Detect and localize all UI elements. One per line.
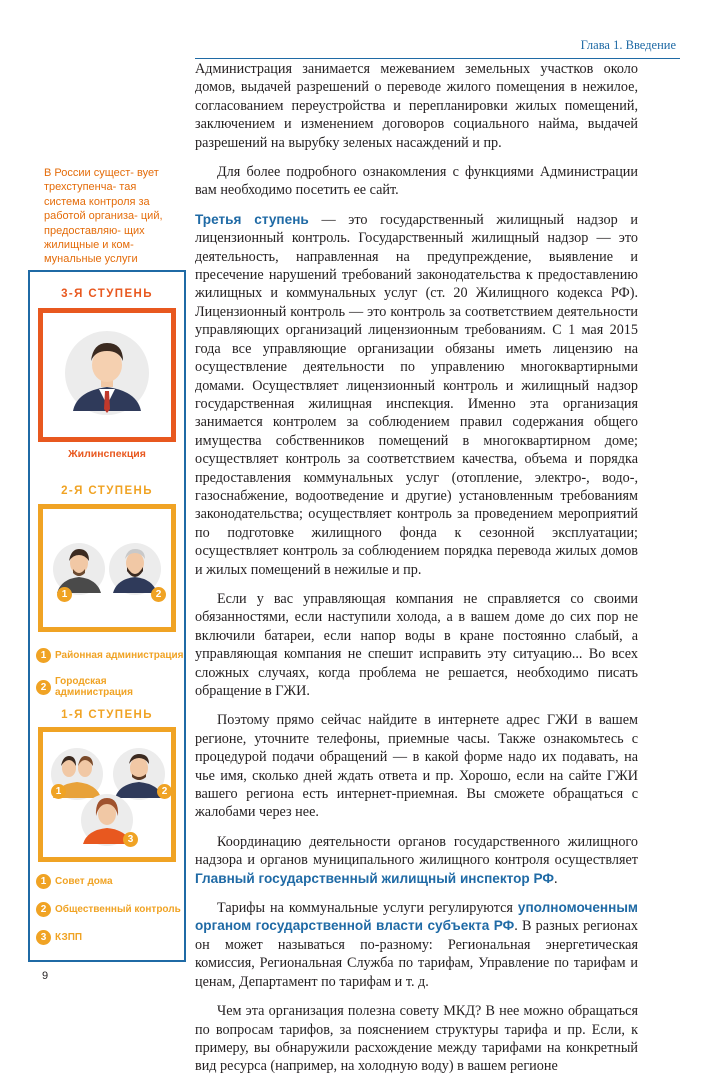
step2-title: 2-Я СТУПЕНЬ <box>61 485 153 497</box>
step2-marker-2: 2 <box>151 587 166 602</box>
chapter-header: Глава 1. Введение <box>580 38 676 52</box>
control-levels-diagram <box>28 270 186 962</box>
inspector-icon <box>43 313 171 437</box>
third-step-text: — это государственный жилищный надзор и лицензионный контроль. Государственный жилищный надзор — это деятельность, направленная на предупреждение, выявление и пресечение нарушений требований законодательства к предоставлению жилищных и коммунальных услуг (ст. 20 Жилищного кодекса РФ). Лицензионный контроль — это контроль за соответствием деятельности управляющих организаций лицензионным требованиям. С 1 мая 2015 года все управляющие организации обязаны иметь лицензию на осуществление деятельности по управлению многоквартирными домами. Осуществляет лицензионный контроль и жилищный надзор государственная жилищная инспекция. Именно эта организация занимается контролем за соблюдением правил содержания общего имущества собственников помещений в многоквартирном доме; осуществляет контроль за соответствием качества, объема и порядка предоставления коммунальных услуг (отопление, электро-, водо-, газоснабжение, водоотведение и другие) установленным требованиям законодательства; осуществляет контроль за проведением мероприятий по подготовке жилищного фонда к сезонной эксплуатации; осуществляет контроль за соблюдением порядка перевода жилых домов и жилых помещений в нежилые и пр. <box>195 211 638 578</box>
paragraph-council-benefit: Чем эта организация полезна совету МКД? В нее можно обращаться по вопросам тарифов, за пояснением структуры тарифа и пр. Если, к примеру, вы обнаружили расхождение между тарифами на конкретный вид ресурса (например, на холодную воду) в вашем регионе <box>195 1003 638 1075</box>
third-step-term: Третья ступень <box>195 211 309 227</box>
legend-label: Совет дома <box>55 876 113 887</box>
page-number: 9 <box>42 970 49 982</box>
tariffs-text: Тарифы на коммунальные услуги регулируются <box>217 900 518 917</box>
step1-title: 1-Я СТУПЕНЬ <box>61 709 153 721</box>
administration-officials-icon <box>43 509 171 627</box>
legend-number: 2 <box>36 902 51 917</box>
legend-number: 3 <box>36 930 51 945</box>
chief-inspector-term: Главный государственный жилищный инспектор РФ <box>195 870 554 886</box>
step3-box <box>38 308 176 442</box>
paragraph-find-gzhi: Поэтому прямо сейчас найдите в интернете адрес ГЖИ в вашем регионе, уточните телефоны, приемные часы. Также ознакомьтесь с процедурой подачи обращений — в какой форме надо их подавать, на чье имя, сколько дней ждать ответа и пр. Хорошо, если на сайте ГЖИ вашего региона есть интернет-приемная. Вы сможете обращаться с жалобами через нее. <box>195 712 638 821</box>
paragraph-tariffs <box>195 899 638 991</box>
tariffs-end: . В разных регионах он может называться по-разному: Региональная энергетическая комиссия, Региональная Служба по тарифам, Управление по тарифам и ценам, Департамент по тарифам и т. д. <box>195 918 638 990</box>
legend-number: 1 <box>36 648 51 663</box>
tariff-authority-term: уполномоченным органом государственной власти субъекта РФ <box>195 900 638 934</box>
step1-marker-2: 2 <box>157 784 172 799</box>
step1-box <box>38 727 176 862</box>
step2-legend-1 <box>36 648 184 663</box>
paragraph-coordination <box>195 833 638 888</box>
coordination-end: . <box>554 870 558 887</box>
sidebar-note: В России сущест- вует трехступенча- тая система контроля за работой организа- ций, предоставляю- щих жилищные и ком- мунальные услуги <box>44 167 163 266</box>
paragraph-third-step <box>195 211 638 579</box>
step1-legend-1 <box>36 874 113 889</box>
paragraph-website: Для более подробного ознакомления с функциями Администрации вам необходимо посетить ее сайт. <box>195 164 638 199</box>
legend-label: КЗПП <box>55 932 83 943</box>
step1-marker-3: 3 <box>123 832 138 847</box>
paragraph-complaints: Если у вас управляющая компания не справляется со своими обязанностями, если наступили холода, а в вашем доме до сих пор не включили батареи, если напор воды в кране постоянно слабый, а управляющая компания не спешит исправить эту ситуацию... Во всех сложных случаях, когда проблема не решается, необходимо писать обращение в ГЖИ. <box>195 590 638 699</box>
step2-box <box>38 504 176 632</box>
step1-marker-1: 1 <box>51 784 66 799</box>
legend-number: 1 <box>36 874 51 889</box>
step1-legend-2 <box>36 902 181 917</box>
legend-label: Районная администрация <box>55 650 184 661</box>
step2-legend-2 <box>36 676 184 698</box>
legend-number: 2 <box>36 680 51 695</box>
legend-label: Городская администрация <box>55 676 133 698</box>
step3-title: 3-Я СТУПЕНЬ <box>61 288 153 300</box>
step1-legend-3 <box>36 930 82 945</box>
step2-marker-1: 1 <box>57 587 72 602</box>
paragraph-administration: Администрация занимается межеванием земельных участков около домов, выдачей разрешений о переводе жилого помещения в нежилое, согласованием переустройства и перепланировки жилых помещений, заключением и изменением договоров социального найма, выдачей разрешений на вырубку зеленых насаждений и пр. <box>195 61 638 151</box>
main-text <box>195 60 638 1087</box>
legend-label: Общественный контроль <box>55 904 181 915</box>
header-rule <box>195 58 680 59</box>
coordination-text: Координацию деятельности органов государственного жилищного надзора и органов муниципального жилищного контроля осуществляет <box>195 833 638 869</box>
step3-caption: Жилинспекция <box>68 448 146 460</box>
